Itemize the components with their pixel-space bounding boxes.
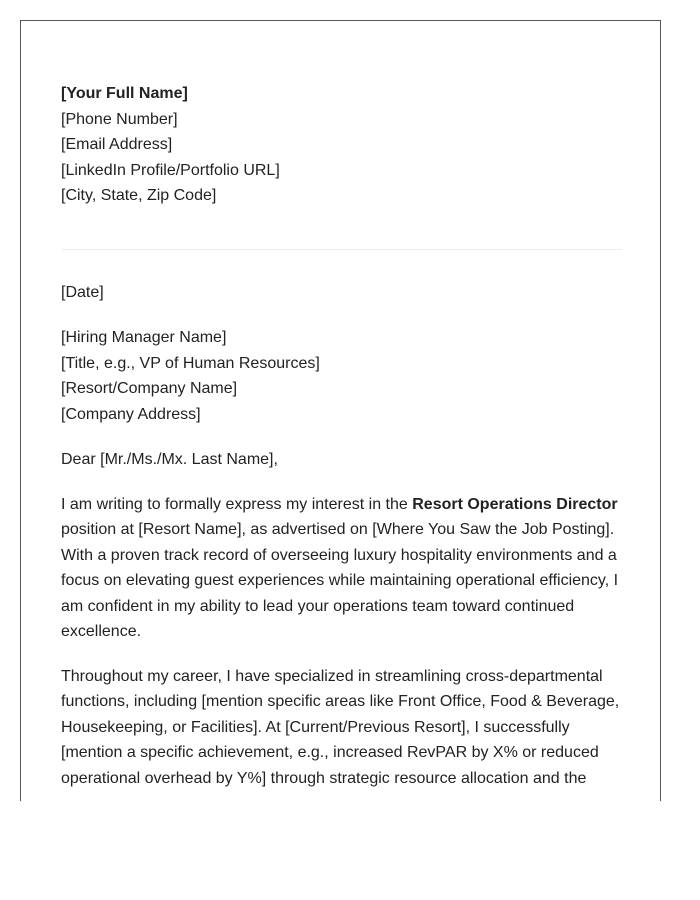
sender-name: [Your Full Name] <box>61 85 188 102</box>
job-role: Resort Operations Director <box>412 495 618 513</box>
sender-linkedin: [LinkedIn Profile/Portfolio URL] <box>61 161 280 179</box>
paragraph-intro-before: I am writing to formally express my interest in the <box>61 495 413 513</box>
paragraph-intro <box>61 492 623 645</box>
letter-page <box>20 20 661 801</box>
sender-block <box>61 81 623 209</box>
recipient-name: [Hiring Manager Name] <box>61 329 227 346</box>
recipient-block <box>61 325 623 427</box>
recipient-title: [Title, e.g., VP of Human Resources] <box>61 354 320 372</box>
section-divider <box>62 249 622 250</box>
sender-email: [Email Address] <box>61 136 173 153</box>
letter-date: [Date] <box>61 283 104 301</box>
paragraph-intro-after: position at [Resort Name], as advertised on [Where You Saw the Job Posting]. With a proven track record of overseeing luxury hospitality environments and a focus on elevating guest experiences while maintaining operational efficiency, I am confident in my ability to lead your operations team toward continued excellence. <box>61 521 619 640</box>
recipient-address: [Company Address] <box>61 405 201 423</box>
letter-content <box>61 81 623 801</box>
salutation: Dear [Mr./Ms./Mx. Last Name], <box>61 451 278 468</box>
sender-location: [City, State, Zip Code] <box>61 187 217 204</box>
recipient-company: [Resort/Company Name] <box>61 380 238 397</box>
paragraph-experience: Throughout my career, I have specialized in streamlining cross-departmental functions, including [mention specific areas like Front Office, Food & Beverage, Housekeeping, or Facilities]. At [Current/Previous Resort], I successfully [mention a specific achievement, e.g., increased RevPAR by X% or reduced operational overhead by Y%] through strategic resource allocation and the <box>61 667 620 787</box>
sender-phone: [Phone Number] <box>61 110 178 128</box>
